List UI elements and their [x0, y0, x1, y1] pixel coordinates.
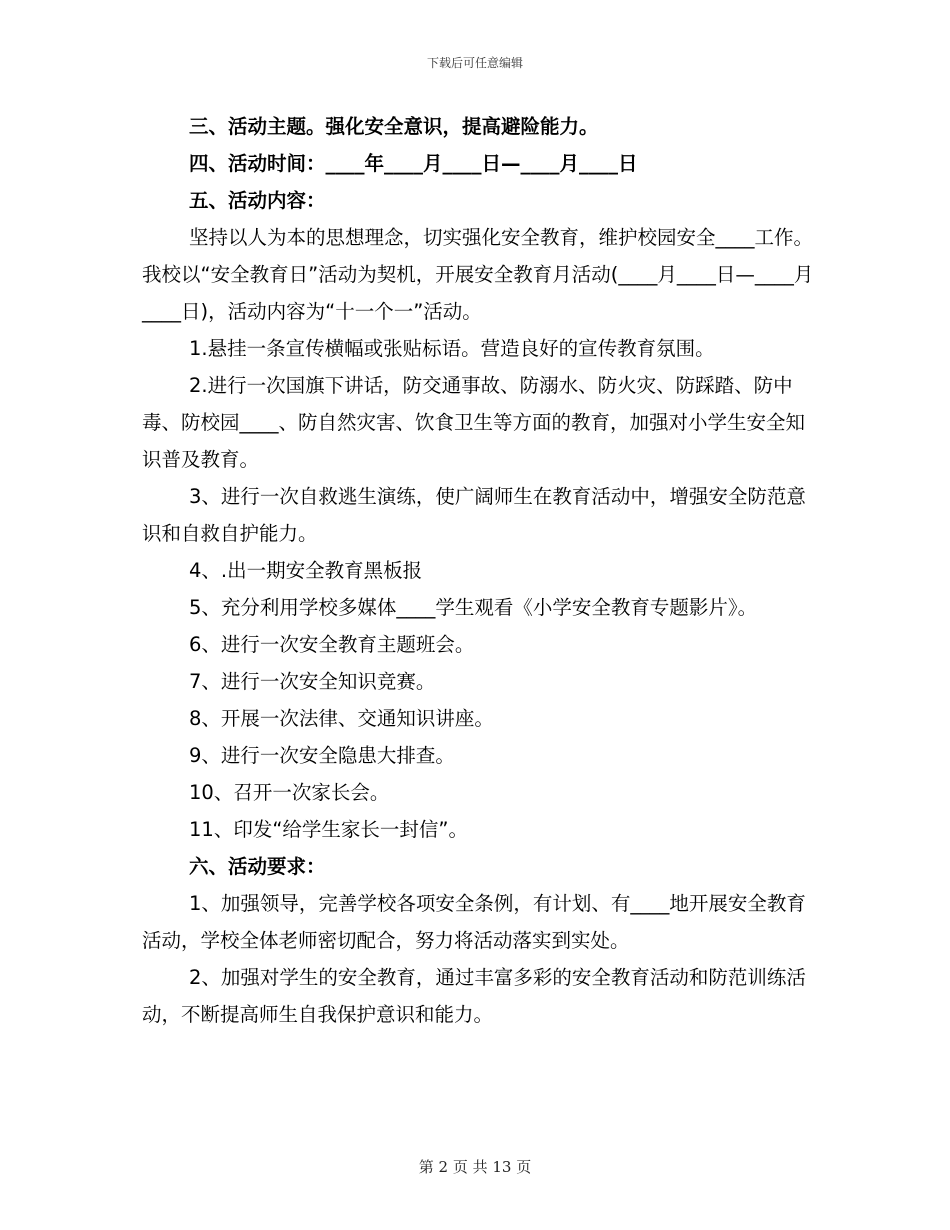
requirement-item-2: 2、加强对学生的安全教育，通过丰富多彩的安全教育活动和防范训练活动，不断提高师生自我保护意识和能力。 [142, 966, 806, 1026]
section-content-heading: 五、活动内容： [189, 189, 326, 212]
section-time: 四、活动时间：____年____月____日—____月____日 [189, 152, 638, 175]
content-item-4: 4、.出一期安全教育黑板报 [189, 559, 423, 582]
content-item-11: 11、印发“给学生家长一封信”。 [189, 818, 469, 841]
content-item-10: 10、召开一次家长会。 [189, 781, 390, 804]
document-body [142, 108, 822, 1033]
page-header: 下载后可任意编辑 [426, 56, 523, 70]
content-item-3: 3、进行一次自救逃生演练，使广阔师生在教育活动中，增强安全防范意识和自救自护能力。 [142, 485, 806, 545]
page-footer: 第 2 页 共 13 页 [418, 1158, 532, 1176]
content-item-9: 9、进行一次安全隐患大排查。 [189, 744, 455, 767]
content-item-5: 5、充分利用学校多媒体____学生观看《小学安全教育专题影片》。 [189, 596, 758, 619]
requirement-item-1: 1、加强领导，完善学校各项安全条例，有计划、有____地开展安全教育活动，学校全体老师密切配合，努力将活动落实到实处。 [142, 892, 806, 952]
content-intro-paragraph: 坚持以人为本的思想理念，切实强化安全教育，维护校园安全____工作。我校以“安全教育日”活动为契机，开展安全教育月活动(____月____日—____月____日)，活动内容为“十一个一”活动。 [142, 226, 814, 323]
content-item-1: 1.悬挂一条宣传横幅或张贴标语。营造良好的宣传教育氛围。 [189, 337, 715, 360]
content-item-7: 7、进行一次安全知识竞赛。 [189, 670, 436, 693]
section-theme: 三、活动主题。强化安全意识，提高避险能力。 [189, 115, 599, 138]
section-requirements-heading: 六、活动要求： [189, 855, 326, 878]
content-item-2: 2.进行一次国旗下讲话，防交通事故、防溺水、防火灾、防踩踏、防中毒、防校园____、防自然灾害、饮食卫生等方面的教育，加强对小学生安全知识普及教育。 [142, 374, 806, 471]
content-item-6: 6、进行一次安全教育主题班会。 [189, 633, 475, 656]
content-item-8: 8、开展一次法律、交通知识讲座。 [189, 707, 494, 730]
